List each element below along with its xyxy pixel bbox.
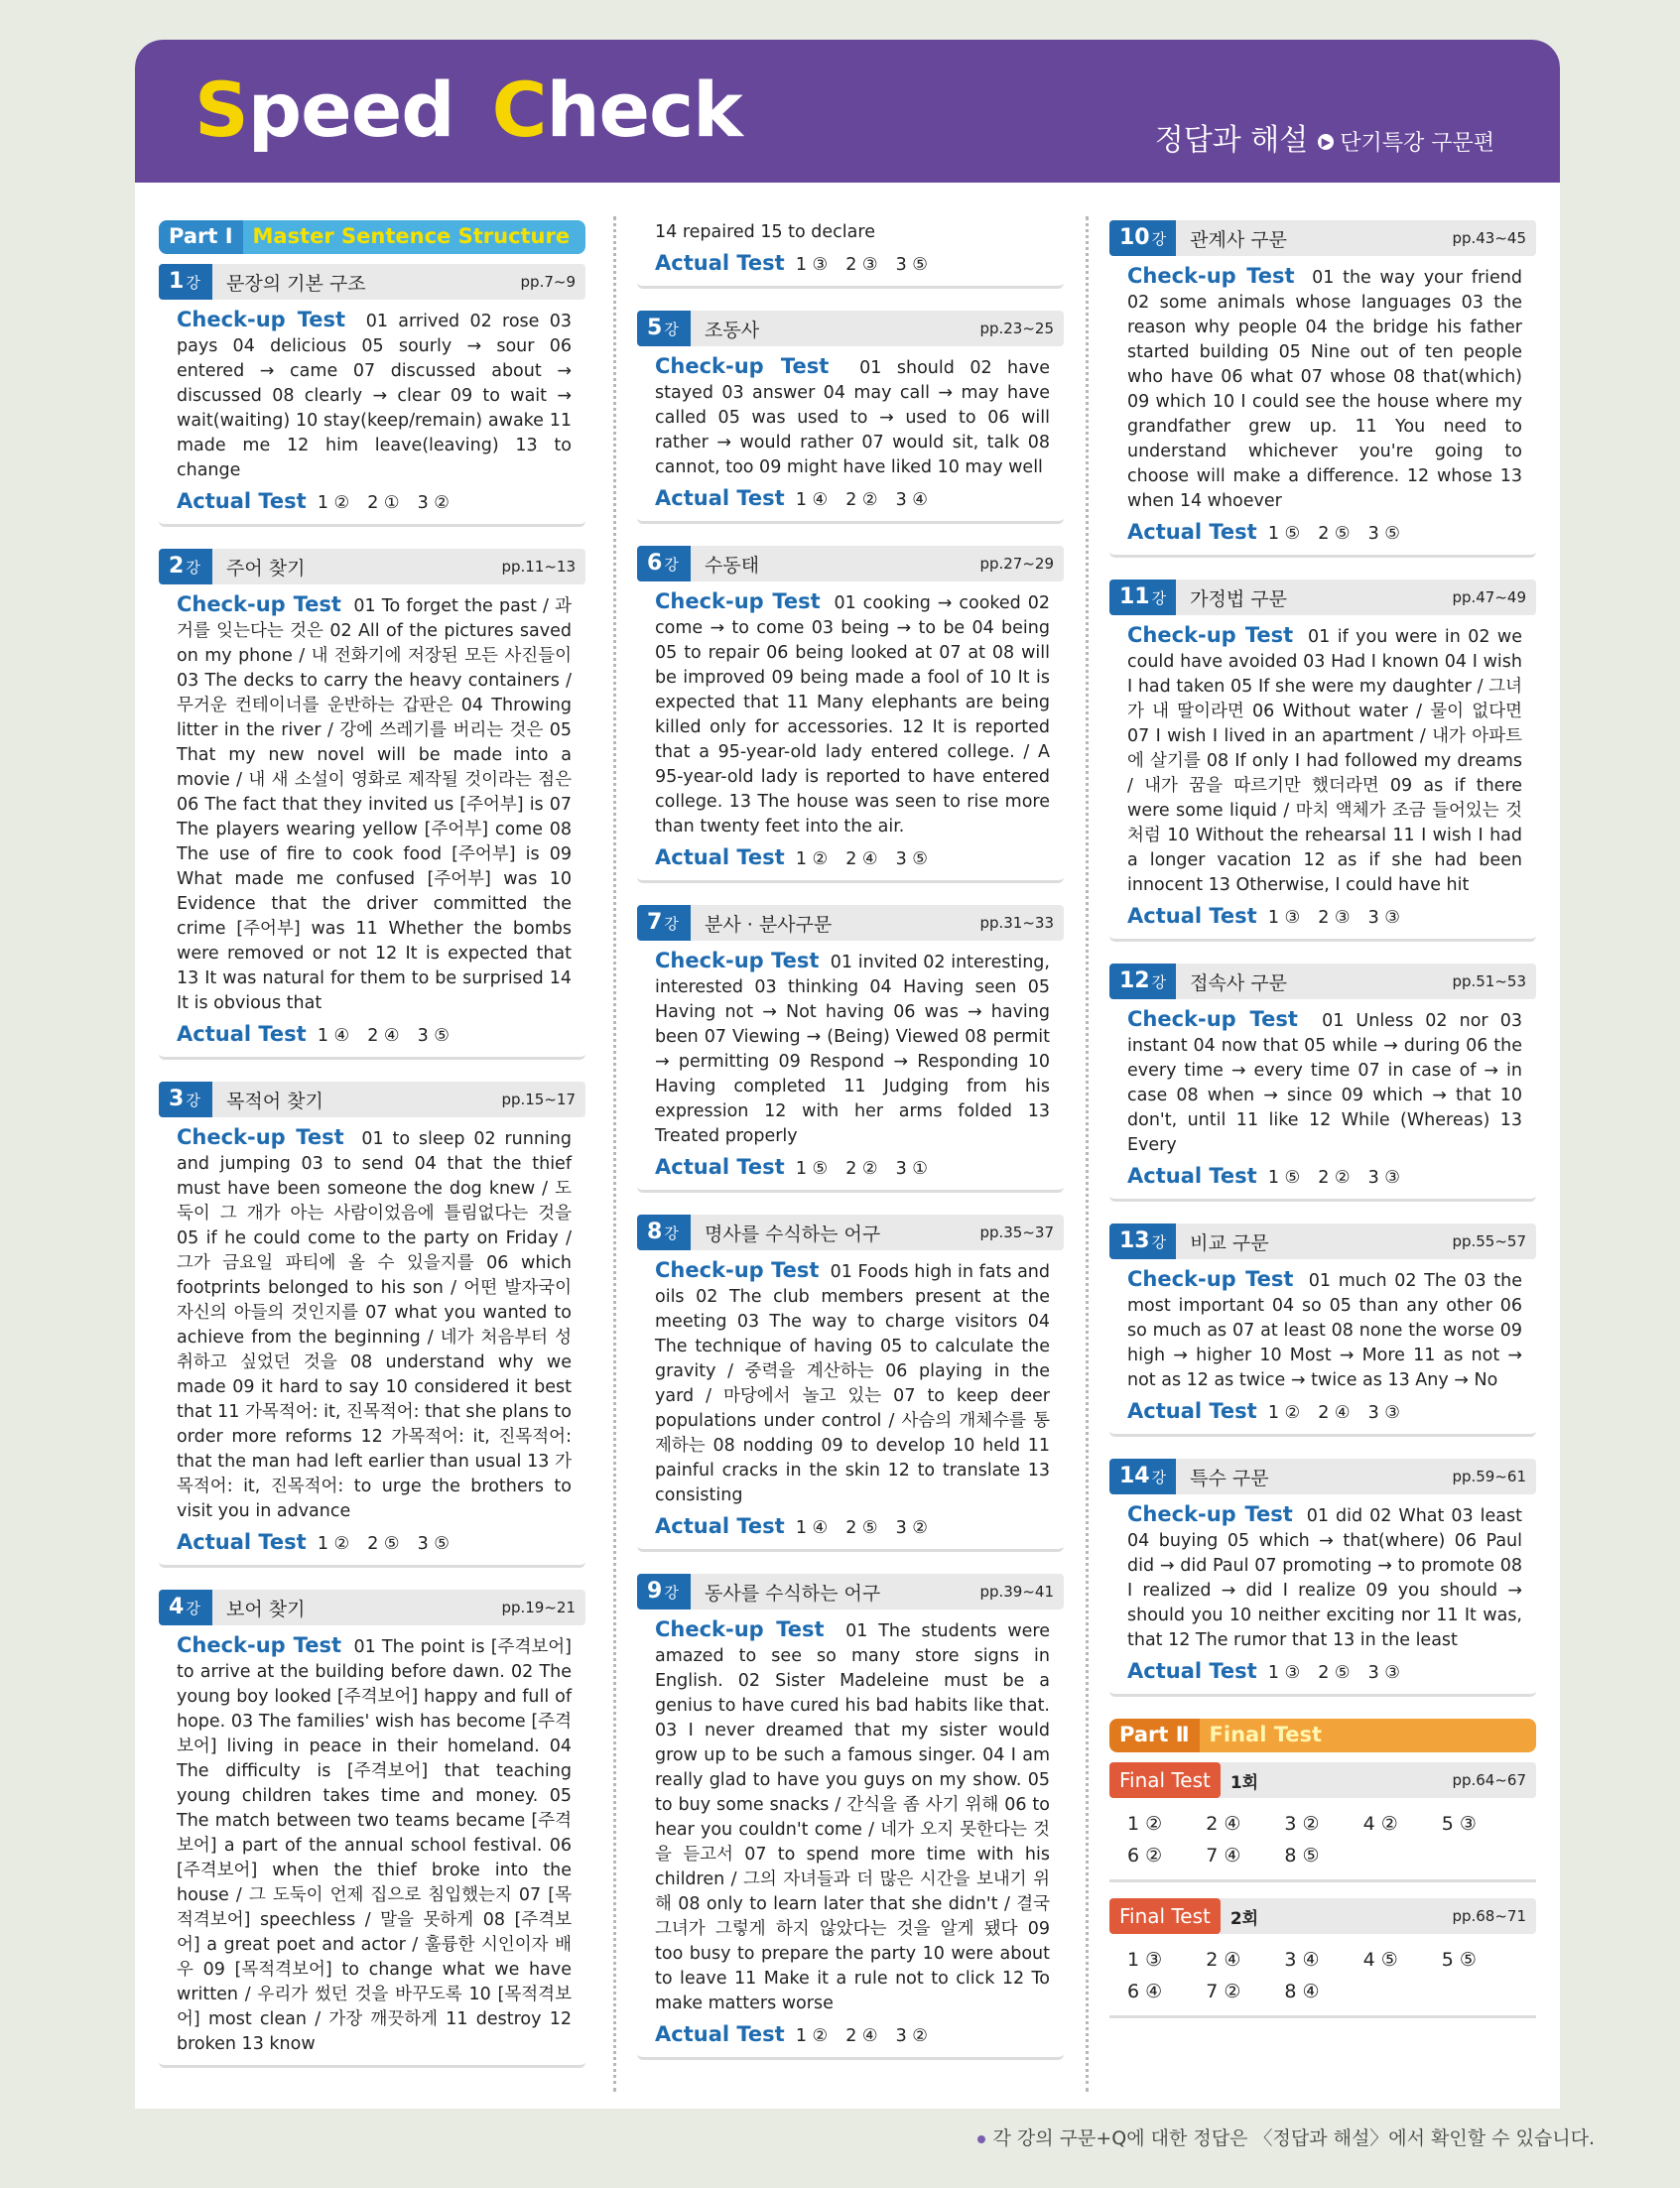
lesson-header — [1109, 579, 1536, 615]
lesson-title: 특수 구문 — [1190, 1467, 1269, 1489]
checkup-label: Check-up Test — [177, 592, 341, 616]
checkup-label: Check-up Test — [655, 589, 821, 613]
lesson-pages: pp.35~37 — [979, 1223, 1054, 1241]
checkup-label: Check-up Test — [655, 354, 830, 378]
final-pages: pp.64~67 — [1452, 1771, 1526, 1789]
checkup-label: Check-up Test — [177, 1633, 341, 1657]
lesson-body — [1109, 1494, 1536, 1697]
lesson-card — [637, 546, 1064, 883]
lesson-body — [1109, 999, 1536, 1202]
lesson-header — [1109, 220, 1536, 256]
checkup-answers: 01 the way your friend 02 some animals whose languages 03 the reason why people 04 the bridge his father started building 05 Nine out of ten people who have 06 what 07 whose 08 that(which) 09 which 10 I could see the house where my grandfather grew up. 11 You need to understand whichever you're going to choose will make a difference. 12 whose 13 when 14 whoever — [1127, 268, 1522, 511]
part-label: Part Ⅱ — [1109, 1719, 1200, 1752]
lesson-card — [637, 1574, 1064, 2060]
lesson-body — [637, 1609, 1064, 2060]
lesson-number: 3 강 — [159, 1082, 212, 1117]
bullet-icon — [977, 2135, 985, 2143]
lesson-header — [159, 1590, 585, 1625]
lesson-header — [637, 311, 1064, 346]
lesson-number: 14 강 — [1109, 1459, 1176, 1494]
footer-note: 각 강의 구문+Q에 대한 정답은 〈정답과 해설〉에서 확인할 수 있습니다. — [977, 2124, 1595, 2150]
actual-test-answers: Actual Test 1 ② 2 ⑤ 3 ⑤ — [177, 1530, 450, 1554]
lesson-title: 관계사 구문 — [1190, 228, 1287, 251]
lesson-title: 수동태 — [705, 554, 760, 577]
final-test-label: Final Test — [1109, 1762, 1221, 1798]
checkup-answers: 01 Foods high in fats and oils 02 The club members present at the meeting 03 The way to charge visitors 04 The technique of having 05 to calculate the gravity / 중력을 계산하는 06 playing in the yard / 마당에서 놀고 있는 07 to keep deer populations under control / 사슴의 개체수를 통제하는 08 nodding 09 to develop 10 held 11 painful cracks in the skin 12 to translate 13 consisting — [655, 1262, 1050, 1505]
lesson-pages: pp.23~25 — [979, 320, 1054, 337]
lesson-number: 11 강 — [1109, 579, 1176, 615]
lesson-title: 주어 찾기 — [226, 557, 306, 579]
final-round: 1회 — [1229, 1772, 1259, 1793]
lesson-title: 보어 찾기 — [226, 1598, 306, 1620]
final-answer: 7 ④ — [1206, 1845, 1241, 1866]
speed-check-logo: Speed Check — [194, 65, 742, 154]
actual-test-answers: Actual Test 1 ② 2 ④ 3 ⑤ — [655, 845, 928, 869]
final-answer: 4 ② — [1362, 1813, 1398, 1835]
lesson-title: 가정법 구문 — [1190, 587, 1287, 610]
actual-test-answers: Actual Test 1 ③ 2 ③ 3 ③ — [1127, 904, 1400, 928]
play-bullet-icon: ▶ — [1318, 134, 1334, 150]
actual-test-answers: Actual Test 1 ② 2 ④ 3 ③ — [1127, 1399, 1400, 1423]
lesson-body — [1109, 615, 1536, 942]
final-pages: pp.68~71 — [1452, 1907, 1526, 1925]
lesson-pages: pp.55~57 — [1452, 1232, 1526, 1250]
final-test-header — [1109, 1898, 1536, 1934]
final-answer: 1 ② — [1127, 1813, 1163, 1835]
column-3 — [1109, 220, 1536, 2034]
lesson-header — [159, 549, 585, 584]
checkup-label: Check-up Test — [1127, 623, 1294, 647]
lesson-body — [159, 1117, 585, 1568]
lesson-pages: pp.11~13 — [501, 558, 576, 576]
final-answer: 4 ⑤ — [1362, 1949, 1398, 1971]
lesson-pages: pp.7~9 — [520, 273, 576, 291]
actual-test-answers: Actual Test 1 ② 2 ① 3 ② — [177, 489, 450, 513]
lesson-card — [159, 264, 585, 527]
lesson-pages: pp.19~21 — [501, 1599, 576, 1616]
lesson-body — [637, 581, 1064, 883]
lesson-body — [159, 584, 585, 1060]
checkup-answers: 01 if you were in 02 we could have avoided 03 Had I known 04 I wish I had taken 05 If she were my daughter / 그녀가 내 딸이라면 06 Without water / 물이 없다면 07 I wish I lived in an apartment / 내가 아파트에 살기를 08 If only I had followed my dreams / 내가 꿈을 따르기만 했더라면 09 as if there were some liquid / 마치 액체가 조금 들어있는 것처럼 10 Without the rehearsal 11 I wish I had a longer vacation 12 as if she had been innocent 13 Otherwise, I could have hit — [1127, 627, 1522, 895]
checkup-label: Check-up Test — [655, 1617, 825, 1641]
lesson-header — [1109, 1459, 1536, 1494]
lesson-number: 12 강 — [1109, 964, 1176, 999]
actual-test-answers: Actual Test 1 ④ 2 ⑤ 3 ② — [655, 1514, 928, 1538]
header-banner — [135, 40, 1560, 183]
lesson-pages: pp.59~61 — [1452, 1468, 1526, 1485]
lesson-body — [159, 1625, 585, 2068]
final-test-card — [1109, 1898, 1536, 2018]
final-answer: 3 ② — [1284, 1813, 1320, 1835]
actual-test-answers: Actual Test 1 ③ 2 ③ 3 ⑤ — [655, 251, 928, 275]
column-divider — [613, 216, 616, 2092]
column-2 — [637, 220, 1064, 2082]
lesson-number: 2 강 — [159, 549, 212, 584]
checkup-label: Check-up Test — [655, 1258, 820, 1282]
lesson-header — [637, 905, 1064, 941]
lesson-card — [637, 311, 1064, 524]
lesson-title: 분사 · 분사구문 — [705, 913, 833, 936]
lesson-title: 조동사 — [705, 319, 760, 341]
lesson-card — [159, 549, 585, 1060]
lesson-title: 비교 구문 — [1190, 1231, 1269, 1254]
checkup-answers-continued: 14 repaired 15 to declare — [655, 222, 875, 242]
final-answer: 7 ② — [1206, 1981, 1241, 2002]
lesson-body — [637, 1250, 1064, 1552]
checkup-label: Check-up Test — [1127, 1502, 1293, 1526]
actual-test-answers: Actual Test 1 ④ 2 ④ 3 ⑤ — [177, 1022, 450, 1046]
checkup-answers: 01 arrived 02 rose 03 pays 04 delicious 05 sourly → sour 06 entered → came 07 discussed about → discussed 08 clearly → clear 09 to wait → wait(waiting) 10 stay(keep/remain) awake 11 made me 12 him leave(leaving) 13 to change — [177, 312, 572, 480]
lesson-card — [159, 1590, 585, 2068]
lesson-body — [1109, 1259, 1536, 1437]
lesson-number: 4 강 — [159, 1590, 212, 1625]
final-answer: 6 ④ — [1127, 1981, 1163, 2002]
lesson-card — [1109, 220, 1536, 558]
checkup-answers: 01 Unless 02 nor 03 instant 04 now that 05 while → during 06 the every time → every time 07 in case of → in case 08 when → since 09 which → that 10 don't, until 11 like 12 While (Whereas) 13 Every — [1127, 1011, 1522, 1155]
lesson-card — [637, 905, 1064, 1193]
part-label: Part Ⅰ — [159, 220, 243, 254]
page-subtitle: 정답과 해설 ▶ 단기특강 구문편 — [1154, 123, 1494, 158]
final-answer: 5 ⑤ — [1441, 1949, 1477, 1971]
lesson-pages: pp.39~41 — [979, 1583, 1054, 1601]
lesson-card — [159, 1082, 585, 1568]
actual-test-answers: Actual Test 1 ④ 2 ② 3 ④ — [655, 486, 928, 510]
checkup-label: Check-up Test — [1127, 1267, 1294, 1291]
final-answer: 3 ④ — [1284, 1949, 1320, 1971]
lesson-card — [637, 1215, 1064, 1552]
lesson-body — [637, 346, 1064, 524]
answer-sheet — [135, 40, 1560, 2109]
lesson-number: 7 강 — [637, 905, 691, 941]
checkup-label: Check-up Test — [1127, 1007, 1298, 1031]
final-test-header — [1109, 1762, 1536, 1798]
final-answer: 6 ② — [1127, 1845, 1163, 1866]
checkup-answers: 01 cooking → cooked 02 come → to come 03 being → to be 04 being 05 to repair 06 being looked at 07 at 08 will be improved 09 being made a fool of 10 It is expected that 11 Many elephants are being killed only for accessories. 12 It is reported that a 95-year-old lady entered college. / A 95-year-old lady is reported to have entered college. 13 The house was seen to rise more than twenty feet into the air. — [655, 593, 1050, 837]
column-divider — [1086, 216, 1089, 2092]
lesson-number: 9 강 — [637, 1574, 691, 1609]
lesson-body — [637, 941, 1064, 1193]
actual-test-answers: Actual Test 1 ② 2 ④ 3 ② — [655, 2022, 928, 2046]
final-answers — [1109, 1934, 1536, 2018]
lesson-pages: pp.15~17 — [501, 1091, 576, 1108]
lesson-pages: pp.31~33 — [979, 914, 1054, 932]
checkup-label: Check-up Test — [1127, 264, 1295, 288]
checkup-answers: 01 To forget the past / 과거를 잊는다는 것은 02 All of the pictures saved on my phone / 내 전화기에 저장된 모든 사진들이 03 The decks to carry the heavy containers / 무거운 컨테이너를 운반하는 갑판은 04 Throwing litter in the river / 강에 쓰레기를 버리는 것은 05 That my new novel will be made into a movie / 내 새 소설이 영화로 제작될 것이라는 점은 06 The fact that they invited us [주어부] is 07 The players wearing yellow [주어부] come 08 The use of fire to cook food [주어부] is 09 What made me confused [주어부] was 10 Evidence that the driver committed the crime [주어부] was 11 Whether the bombs were removed or not 12 It is expected that 13 It was natural for them to be surprised 14 It is obvious that — [177, 596, 572, 1013]
lesson-title: 동사를 수식하는 어구 — [705, 1582, 881, 1605]
lesson-card — [1109, 1459, 1536, 1697]
checkup-answers: 01 much 02 The 03 the most important 04 so 05 than any other 06 so much as 07 at least 08 none the worse 09 high → higher 10 Most → More 11 as not → not as 12 as twice → twice as 13 Any → No — [1127, 1271, 1522, 1390]
lesson-header — [637, 1215, 1064, 1250]
lesson-title: 목적어 찾기 — [226, 1090, 323, 1112]
final-round: 2회 — [1229, 1908, 1259, 1929]
part2-bar — [1109, 1719, 1536, 1752]
lesson-number: 13 강 — [1109, 1223, 1176, 1259]
lesson-card — [1109, 964, 1536, 1202]
actual-test-answers: Actual Test 1 ⑤ 2 ② 3 ③ — [1127, 1164, 1400, 1188]
final-answer: 2 ④ — [1206, 1949, 1241, 1971]
actual-test-answers: Actual Test 1 ⑤ 2 ② 3 ① — [655, 1155, 928, 1179]
column-1 — [159, 220, 585, 2090]
checkup-label: Check-up Test — [177, 308, 346, 331]
lesson-pages: pp.43~45 — [1452, 229, 1526, 247]
actual-test-answers: Actual Test 1 ③ 2 ⑤ 3 ③ — [1127, 1659, 1400, 1683]
final-answer: 5 ③ — [1441, 1813, 1477, 1835]
lesson-4-continued — [637, 220, 1064, 289]
checkup-answers: 01 did 02 What 03 least 04 buying 05 which → that(where) 06 Paul did → did Paul 07 promoting → to promote 08 I realized → did I realize 09 you should → should you 10 neither exciting nor 11 It was, that 12 The rumor that 13 in the least — [1127, 1506, 1522, 1650]
lesson-number: 6 강 — [637, 546, 691, 581]
lesson-pages: pp.51~53 — [1452, 972, 1526, 990]
final-answers — [1109, 1798, 1536, 1882]
checkup-label: Check-up Test — [177, 1125, 344, 1149]
lesson-header — [159, 264, 585, 300]
part-title: Final Test — [1200, 1719, 1536, 1752]
final-answer: 8 ⑤ — [1284, 1845, 1320, 1866]
checkup-label: Check-up Test — [655, 949, 820, 972]
part-title: Master Sentence Structure — [243, 220, 585, 254]
final-test-label: Final Test — [1109, 1898, 1221, 1934]
lesson-body — [159, 300, 585, 527]
checkup-answers: 01 should 02 have stayed 03 answer 04 may call → may have called 05 was used to → used to 06 will rather → would rather 07 would sit, talk 08 cannot, too 09 might have liked 10 may well — [655, 358, 1050, 477]
part1-bar — [159, 220, 585, 254]
lesson-header — [637, 546, 1064, 581]
checkup-answers: 01 The point is [주격보어] to arrive at the building before dawn. 02 The young boy looked [주격보어] happy and full of hope. 03 The families' wish has become [주격보어] living in peace in their homeland. 04 The difficulty is [주격보어] that teaching young children takes time and money. 05 The match between two teams became [주격보어] a part of the annual school festival. 06 [주격보어] when the thief broke into the house / 그 도둑이 언제 집으로 침입했는지 07 [목적격보어] speechless / 말을 못하게 08 [주격보어] a great poet and actor / 훌륭한 시인이자 배우 09 [목적격보어] to change what we have written / 우리가 썼던 것을 바꾸도록 10 [목적격보어] most clean / 가장 깨끗하게 11 destroy 12 broken 13 know — [177, 1637, 572, 2054]
lesson-title: 명사를 수식하는 어구 — [705, 1223, 881, 1245]
lesson-number: 1 강 — [159, 264, 212, 300]
final-test-card — [1109, 1762, 1536, 1882]
lesson-header — [1109, 1223, 1536, 1259]
lesson-card — [1109, 1223, 1536, 1437]
actual-test-answers: Actual Test 1 ⑤ 2 ⑤ 3 ⑤ — [1127, 520, 1400, 544]
final-answer: 8 ④ — [1284, 1981, 1320, 2002]
lesson-pages: pp.47~49 — [1452, 588, 1526, 606]
lesson-number: 10 강 — [1109, 220, 1176, 256]
final-answer: 1 ③ — [1127, 1949, 1163, 1971]
lesson-body — [1109, 256, 1536, 558]
checkup-answers: 01 The students were amazed to see so many store signs in English. 02 Sister Madeleine must be a genius to have cured his bad habits like that. 03 I never dreamed that my sister would grow up to be such a famous singer. 04 I am really glad to have you guys on my show. 05 to buy some snacks / 간식을 좀 사기 위해 06 to hear you couldn't come / 네가 오지 못한다는 것을 듣고서 07 to spend more time with his children / 그의 자녀들과 더 많은 시간을 보내기 위해 08 only to learn later that she didn't / 결국 그녀가 그렇게 하지 않았다는 것을 알게 됐다 09 too busy to prepare the party 10 were about to leave 11 Make it a rule not to click 12 To make matters worse — [655, 1621, 1050, 2013]
lesson-title: 접속사 구문 — [1190, 971, 1287, 994]
lesson-number: 8 강 — [637, 1215, 691, 1250]
lesson-card — [1109, 579, 1536, 942]
lesson-header — [637, 1574, 1064, 1609]
lesson-header — [1109, 964, 1536, 999]
lesson-number: 5 강 — [637, 311, 691, 346]
checkup-answers: 01 to sleep 02 running and jumping 03 to send 04 that the thief must have been someone the dog knew / 도둑이 그 개가 아는 사람이었음에 틀림없다는 것을 05 if he could come to the party on Friday / 그가 금요일 파티에 올 수 있을지를 06 which footprints belonged to his son / 어떤 발자국이 자신의 아들의 것인지를 07 what you wanted to achieve from the beginning / 네가 처음부터 성취하고 싶었던 것을 08 understand why we made 09 it hard to say 10 considered it best that 11 가목적어: it, 진목적어: that she plans to order more reforms 12 가목적어: it, 진목적어: that the man had left earlier than usual 13 가목적어: it, 진목적어: to urge the brothers to visit you in advance — [177, 1129, 572, 1521]
lesson-header — [159, 1082, 585, 1117]
checkup-answers: 01 invited 02 interesting, interested 03 thinking 04 Having seen 05 Having not → Not having 06 was → having been 07 Viewing → (Being) Viewed 08 permit → permitting 09 Respond → Responding 10 Having completed 11 Judging from his expression 12 with her arms folded 13 Treated properly — [655, 953, 1050, 1146]
lesson-pages: pp.27~29 — [979, 555, 1054, 573]
lesson-title: 문장의 기본 구조 — [226, 272, 366, 295]
final-answer: 2 ④ — [1206, 1813, 1241, 1835]
